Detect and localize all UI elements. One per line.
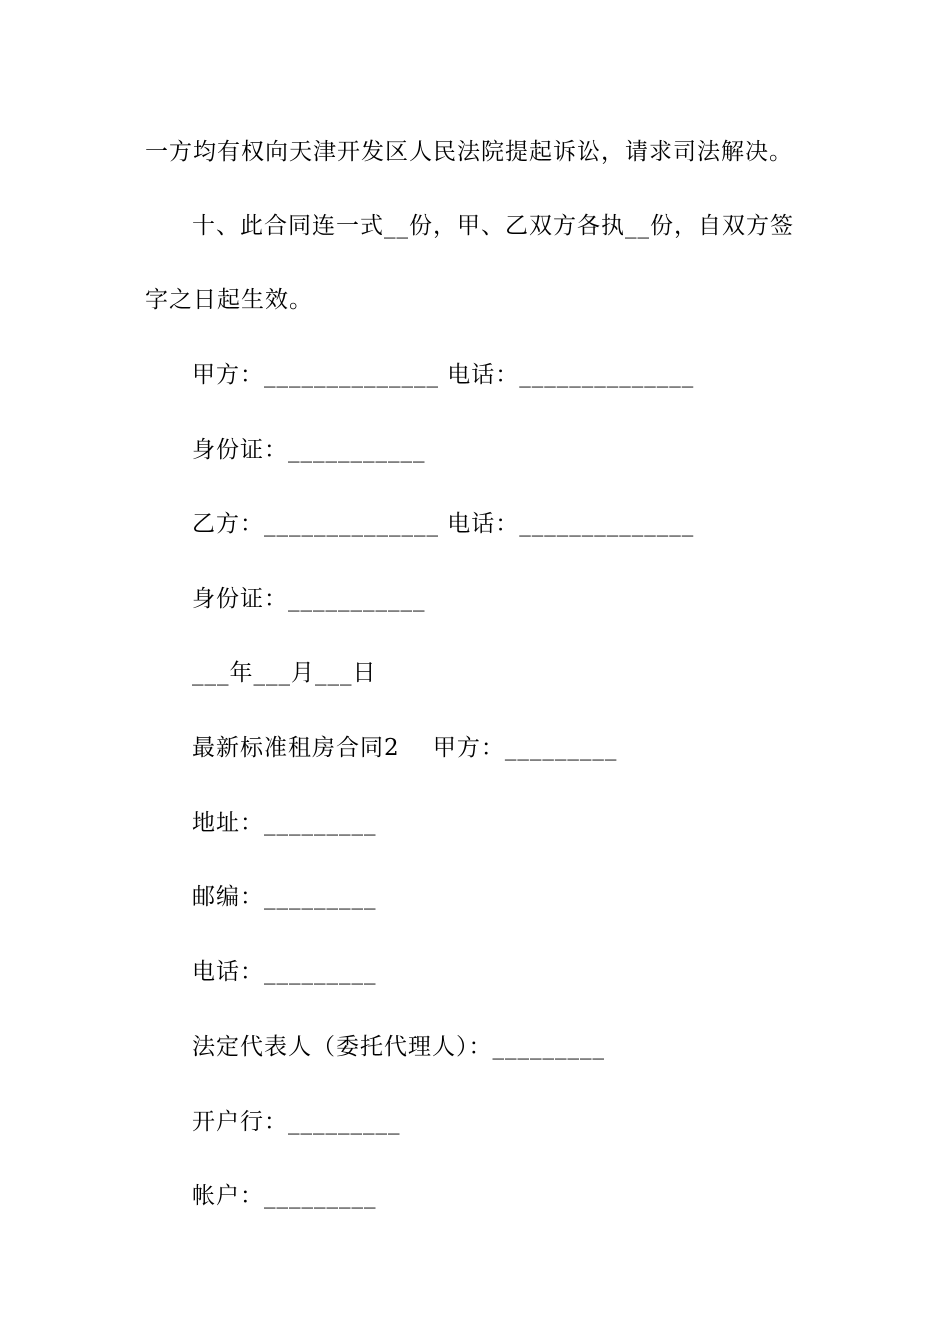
- paragraph-clause-ten-continuation: 字之日起生效。: [145, 287, 313, 313]
- party-a-id-line: 身份证：___________: [192, 437, 426, 463]
- postcode-line: 邮编：_________: [192, 884, 377, 910]
- phone-line: 电话：_________: [192, 959, 377, 985]
- address-line: 地址：_________: [192, 810, 377, 836]
- account-line: 帐户：_________: [192, 1183, 377, 1209]
- bank-line: 开户行：_________: [192, 1109, 401, 1135]
- contract-two-title-line: 最新标准租房合同2 甲方：_________: [192, 735, 618, 761]
- party-b-id-line: 身份证：___________: [192, 586, 426, 612]
- paragraph-clause-ten: 十、此合同连一式__份，甲、乙双方各执__份，自双方签: [192, 213, 794, 239]
- date-line: ___年___月___日: [192, 660, 377, 686]
- paragraph-dispute-continuation: 一方均有权向天津开发区人民法院提起诉讼，请求司法解决。: [145, 139, 793, 165]
- legal-representative-line: 法定代表人（委托代理人）：_________: [192, 1034, 605, 1060]
- party-b-signature-line: 乙方：______________ 电话：______________: [192, 511, 695, 537]
- party-a-signature-line: 甲方：______________ 电话：______________: [192, 362, 695, 388]
